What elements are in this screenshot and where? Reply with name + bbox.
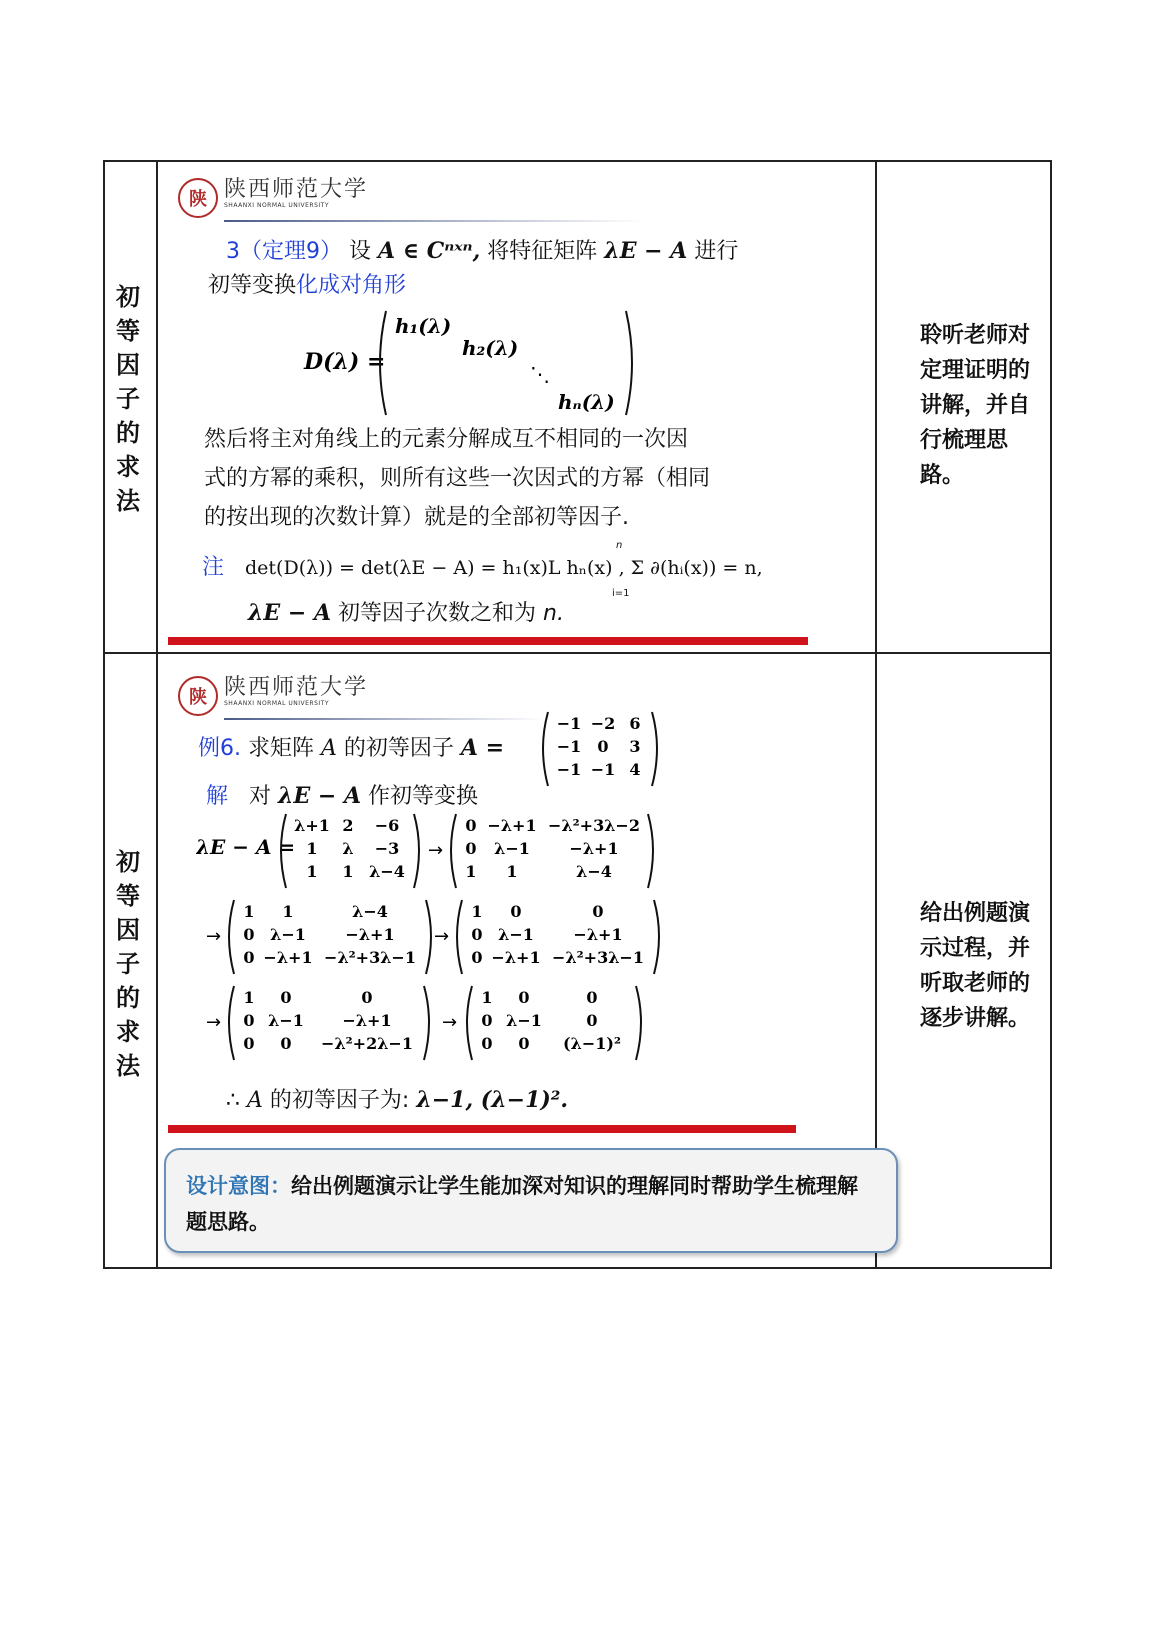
note-2: 给出例题演示过程，并听取老师的逐步讲解。 [920,900,1031,1031]
example-matrix-cell: −1 [556,760,582,779]
note-formula-line [202,553,763,583]
university-logo [178,178,368,218]
matrix-2-cell: 0 [243,925,255,944]
matrix-4-right-paren [424,986,429,1060]
matrix-3-cell: −λ+1 [573,925,623,944]
matrix-2-cell: 1 [282,902,294,921]
matrix-0-cell: 1 [306,839,318,858]
side-label-2 [104,845,154,1095]
solution-line [206,781,478,812]
matrix-4-cell: 0 [280,988,292,1007]
logo-en: SHAANXI NORMAL UNIVERSITY [224,202,330,209]
conclusion-text: 的初等因子为: [269,1088,410,1113]
matrix-1-cell: −λ²+3λ−2 [548,816,640,835]
matrix-0-cell: 1 [306,862,318,881]
d-entry-n: hₙ(λ) [558,390,615,414]
matrix-3-cell: 0 [510,902,522,921]
matrix-0-cell: 2 [342,816,354,835]
solution-text2: 作初等变换 [368,784,479,809]
logo-en: SHAANXI NORMAL UNIVERSITY [224,700,330,707]
matrix-row-2 [206,898,726,988]
matrix-4-cell: 1 [243,988,255,1007]
logo-cn: 陕西师范大学 [224,177,369,202]
matrix-4-cell: 0 [280,1034,292,1053]
matrix-4-cell: 0 [361,988,373,1007]
red-divider-2 [168,1125,796,1133]
sum-top: n [616,540,623,551]
matrix-2-cell: 0 [243,948,255,967]
example-matrix-cell: −1 [590,760,616,779]
theorem-line2-highlight: 化成对角形 [296,273,407,298]
example-matrix [538,710,668,790]
matrix-4-cell: −λ²+2λ−1 [321,1034,413,1053]
theorem-set: 设 [349,239,372,264]
matrix-5-cell: 0 [518,1034,530,1053]
matrix-3-cell: λ−1 [498,925,534,944]
matrix-2-cell: −λ²+3λ−1 [324,948,416,967]
d-entry-2: h₂(λ) [462,336,519,360]
matrix-1-left-paren [451,814,456,888]
logo-underline [224,718,544,720]
matrix-1-cell: λ−4 [576,862,612,881]
theorem-matrix: λE − A [604,238,688,264]
matrix-4-cell: 0 [243,1034,255,1053]
matrix-5-cell: 1 [481,988,493,1007]
d-entry-1: h₁(λ) [395,314,452,338]
matrix-5-cell: 0 [481,1034,493,1053]
theorem-line [226,236,738,267]
theorem-action: 进行 [694,239,739,264]
d-lhs: D(λ) = [304,349,386,375]
matrix-5-cell: 0 [481,1011,493,1030]
matrix-0-right-paren [414,814,419,888]
matrix-1-cell: −λ+1 [569,839,619,858]
theorem-mid: 将特征矩阵 [487,239,598,264]
conclusion-A: A [247,1088,263,1113]
example-text2: 的初等因子 [343,736,454,761]
matrix-row-1 [196,812,716,902]
conclusion-math: λ−1, (λ−1)². [416,1087,569,1113]
matrix-3-right-paren [654,900,659,974]
d-entry-dots: ⋱ [530,362,550,386]
example-matrix-cell: −2 [590,714,616,733]
matrix-4-cell: −λ+1 [342,1011,392,1030]
note-line2-text: 初等因子次数之和为 [338,601,537,626]
note-formula: det(D(λ)) = det(λE − A) = h₁(x)L hₙ(x) , Σ ∂(hᵢ(x)) = n, [245,557,763,579]
note-line2-math: λE − A [248,600,332,626]
matrix-4-cell: 0 [243,1011,255,1030]
arrow-4: → [206,1012,222,1033]
matrix-2-cell: 1 [243,902,255,921]
matrix-2-cell: −λ+1 [345,925,395,944]
solution-label: 解 [206,784,229,809]
arrow-3: → [434,926,450,947]
matrix-2-left-paren [229,900,234,974]
matrix-5-cell: λ−1 [506,1011,542,1030]
lhs: λE − A = [196,835,296,859]
solution-text1: 对 [249,784,272,809]
logo-cn: 陕西师范大学 [224,675,369,700]
matrix-1-cell: 0 [465,816,477,835]
note-1: 聆听老师对定理证明的讲解，并自行梳理思路。 [920,322,1031,488]
side-label-text: 初等因子的求法 [116,847,142,1080]
matrix-0-cell: −3 [374,839,400,858]
matrix-0-cell: λ+1 [294,816,330,835]
example-eq: A = [460,735,505,761]
arrow-2: → [206,926,222,947]
side-label-text: 初等因子的求法 [116,282,142,515]
design-text: 给出例题演示让学生能加深对知识的理解同时帮助学生梳理解题思路。 [186,1174,858,1234]
matrix-4-left-paren [229,986,234,1060]
example-text: 求矩阵 [248,736,315,761]
theorem-line2-text: 初等变换 [208,273,297,298]
matrix-5-cell: (λ−1)² [563,1034,621,1053]
matrix-3-cell: 0 [592,902,604,921]
theorem-set-math: A ∈ Cⁿˣⁿ, [378,238,481,264]
red-divider-1 [168,637,808,645]
note-label: 注 [202,555,225,580]
theorem-number: 3（定理9） [226,239,342,264]
right-paren [626,311,632,415]
arrow-1: → [428,840,444,861]
seal-icon: 陕 [178,676,218,716]
matrix-2-right-paren [426,900,431,974]
solution-math: λE − A [278,783,362,809]
logo-underline [224,220,644,222]
arrow-5: → [442,1012,458,1033]
side-label-1 [104,280,154,530]
design-title: 设计意图： [186,1174,291,1198]
matrix-5-cell: 0 [586,1011,598,1030]
matrix-1-cell: −λ+1 [487,816,537,835]
matrix-3-cell: −λ²+3λ−1 [552,948,644,967]
matrix-5-right-paren [636,986,641,1060]
note-line-2 [248,598,564,629]
matrix-5-cell: 0 [586,988,598,1007]
matrix-2-cell: λ−4 [352,902,388,921]
therefore-symbol: ∴ [226,1088,240,1113]
matrix-0-cell: λ−4 [369,862,405,881]
row-divider [105,652,1050,654]
note-line2-n: n. [543,601,564,626]
matrix-3-cell: 0 [471,948,483,967]
example-matrix-left-paren [543,712,548,786]
matrix-1-cell: 0 [465,839,477,858]
example-line [198,733,504,764]
matrix-2-cell: λ−1 [270,925,306,944]
column-divider [156,162,158,1267]
example-matrix-cell: 3 [629,737,641,756]
matrix-row-3 [206,984,726,1074]
para-line-1: 然后将主对角线上的元素分解成互不相同的一次因 [204,427,689,452]
para-line-2: 式的方幂的乘积，则所有这些一次因式的方幂（相同 [204,466,711,491]
matrix-4-cell: λ−1 [268,1011,304,1030]
matrix-2-cell: −λ+1 [263,948,313,967]
matrix-1-cell: 1 [506,862,518,881]
matrix-0-cell: 1 [342,862,354,881]
diagonal-matrix [290,305,650,425]
example-matrix-cell: 6 [629,714,641,733]
matrix-1-cell: 1 [465,862,477,881]
matrix-3-cell: 0 [471,925,483,944]
matrix-1-right-paren [648,814,653,888]
example-matrix-cell: −1 [556,714,582,733]
matrix-3-cell: −λ+1 [491,948,541,967]
example-A: A [321,736,337,761]
sum-bottom: i=1 [612,588,630,599]
matrix-0-cell: λ [342,839,354,858]
matrix-5-left-paren [467,986,472,1060]
example-matrix-cell: 0 [597,737,609,756]
conclusion-line [226,1085,568,1116]
example-matrix-cell: 4 [629,760,641,779]
matrix-3-left-paren [457,900,462,974]
matrix-1-cell: λ−1 [494,839,530,858]
seal-icon: 陕 [178,178,218,218]
matrix-0-cell: −6 [374,816,400,835]
matrix-3-cell: 1 [471,902,483,921]
theorem-line-2 [208,271,406,301]
example-matrix-cell: −1 [556,737,582,756]
column-divider [875,162,877,1267]
example-label: 例6. [198,736,241,761]
design-intent-box [164,1148,898,1253]
para-line-3: 的按出现的次数计算）就是的全部初等因子. [204,505,629,530]
example-matrix-right-paren [652,712,657,786]
university-logo [178,676,368,716]
matrix-5-cell: 0 [518,988,530,1007]
